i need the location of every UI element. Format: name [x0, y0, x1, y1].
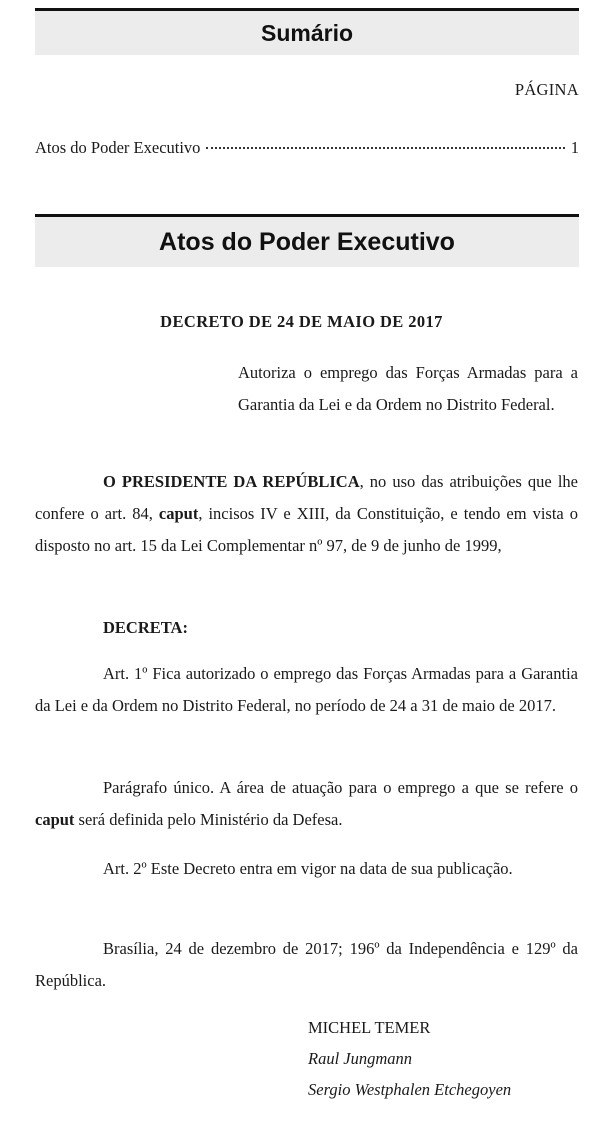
- article-1-text: Art. 1º Fica autorizado o emprego das Forças Armadas para a Garantia da Lei e da Ordem no Distrito Federal, no período de 24 a 31 de maio de 2017.: [35, 664, 578, 715]
- closing-place-date: [35, 933, 578, 997]
- decree-preamble: [35, 466, 578, 562]
- article-2: [35, 853, 578, 885]
- summary-heading: Sumário: [35, 8, 579, 55]
- toc-entry-title: Atos do Poder Executivo: [35, 138, 201, 157]
- closing-text: Brasília, 24 de dezembro de 2017; 196º da Independência e 129º da República.: [35, 939, 578, 990]
- sole-paragraph-caput: caput: [35, 810, 75, 829]
- preamble-text-1: , no uso das atribuições que lhe confere o art. 84,: [35, 472, 578, 523]
- page-column-label: PÁGINA: [514, 80, 579, 99]
- article-2-text: Art. 2º Este Decreto entra em vigor na data de sua publicação.: [103, 859, 513, 878]
- preamble-subject: O PRESIDENTE DA REPÚBLICA: [103, 472, 360, 491]
- signature-minister-2: Sergio Westphalen Etchegoyen: [308, 1080, 512, 1099]
- signature-president: MICHEL TEMER: [308, 1018, 431, 1037]
- toc-dot-leader: [206, 147, 564, 149]
- toc-entry-page: 1: [570, 138, 579, 157]
- sole-paragraph: [35, 772, 578, 836]
- preamble-text-2: , incisos IV e XIII, da Constituição, e tendo em vista o disposto no art. 15 da Lei Complementar nº 97, de 9 de junho de 1999,: [35, 504, 578, 555]
- preamble-caput: caput: [158, 504, 199, 523]
- toc-entry[interactable]: [35, 138, 579, 158]
- decreta-label: DECRETA:: [103, 618, 188, 637]
- decree-title: DECRETO DE 24 DE MAIO DE 2017: [160, 312, 443, 331]
- section-heading: Atos do Poder Executivo: [35, 214, 579, 267]
- sole-paragraph-text-1: Parágrafo único. A área de atuação para o emprego a que se refere o: [103, 778, 578, 797]
- article-1: [35, 658, 578, 722]
- sole-paragraph-text-2: será definida pelo Ministério da Defesa.: [74, 810, 343, 829]
- signature-minister-1: Raul Jungmann: [308, 1049, 413, 1068]
- decree-ementa: Autoriza o emprego das Forças Armadas para a Garantia da Lei e da Ordem no Distrito Federal.: [238, 363, 578, 414]
